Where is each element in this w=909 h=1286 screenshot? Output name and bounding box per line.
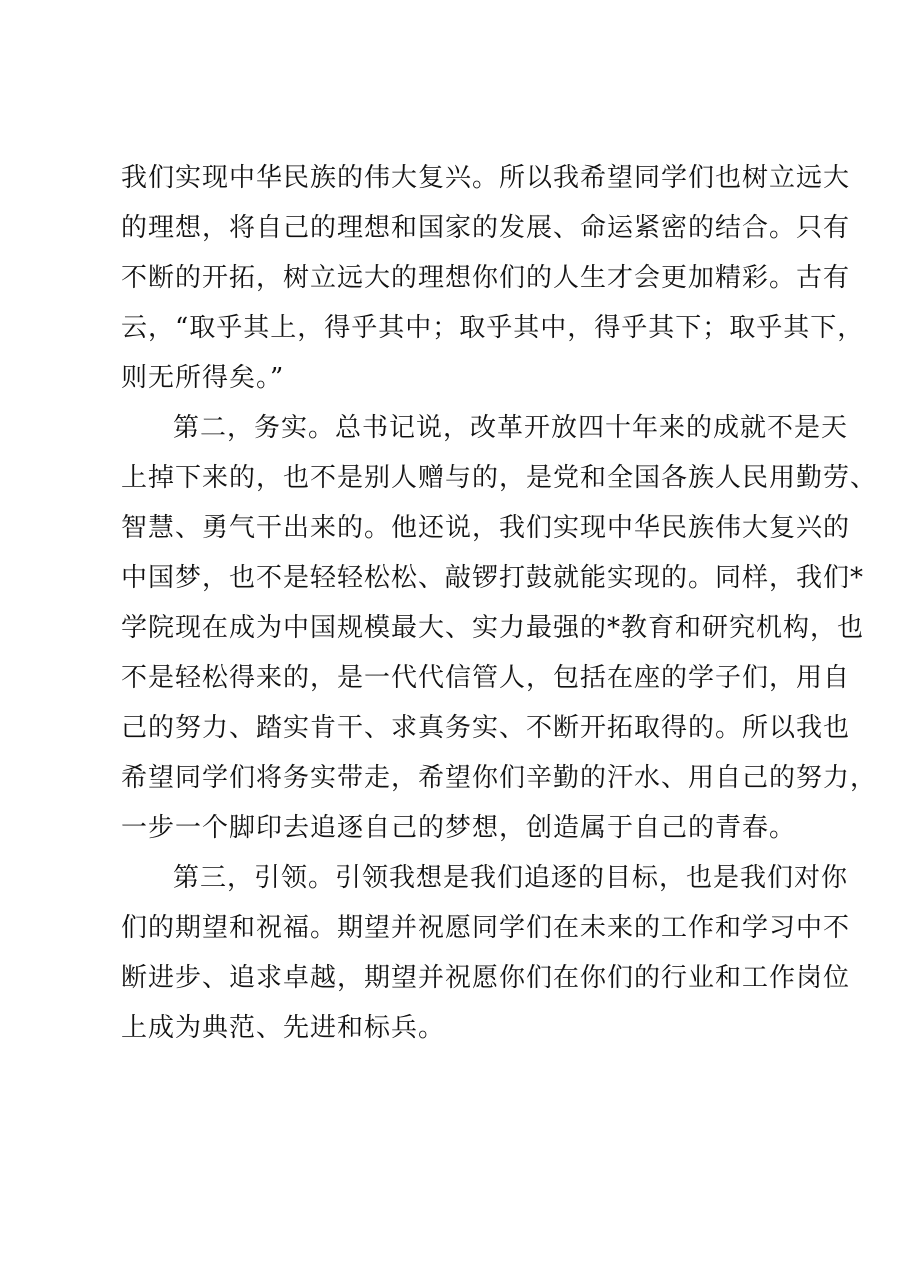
- paragraph-line: 上掉下来的，也不是别人赠与的，是党和全国各族人民用勤劳、: [121, 463, 878, 493]
- paragraph-line: 我们实现中华民族的伟大复兴。所以我希望同学们也树立远大: [121, 163, 851, 193]
- paragraph-line: 中国梦，也不是轻轻松松、敲锣打鼓就能实现的。同样，我们*: [121, 563, 865, 593]
- paragraph-line: 己的努力、踏实肯干、求真务实、不断开拓取得的。所以我也: [121, 713, 851, 743]
- paragraph-line: 第二，务实。总书记说，改革开放四十年来的成就不是天: [173, 413, 849, 443]
- paragraph-line: 学院现在成为中国规模最大、实力最强的*教育和研究机构，也: [121, 613, 865, 643]
- paragraph-line: 智慧、勇气干出来的。他还说，我们实现中华民族伟大复兴的: [121, 513, 851, 543]
- paragraph-line: 不断的开拓，树立远大的理想你们的人生才会更加精彩。古有: [121, 263, 851, 293]
- paragraph-line: 们的期望和祝福。期望并祝愿同学们在未来的工作和学习中不: [121, 913, 851, 943]
- paragraph-line: 云，“取乎其上，得乎其中；取乎其中，得乎其下；取乎其下，: [121, 313, 865, 343]
- paragraph-line: 上成为典范、先进和标兵。: [121, 1013, 446, 1043]
- paragraph-line: 一步一个脚印去追逐自己的梦想，创造属于自己的青春。: [121, 813, 797, 843]
- paragraph-line: 的理想，将自己的理想和国家的发展、命运紧密的结合。只有: [121, 213, 851, 243]
- paragraph-line: 希望同学们将务实带走，希望你们辛勤的汗水、用自己的努力，: [121, 763, 878, 793]
- paragraph-line: 断进步、追求卓越，期望并祝愿你们在你们的行业和工作岗位: [121, 963, 851, 993]
- paragraph-line: 第三，引领。引领我想是我们追逐的目标，也是我们对你: [173, 863, 849, 893]
- paragraph-line: 则无所得矣。”: [121, 363, 285, 393]
- paragraph-line: 不是轻松得来的，是一代代信管人，包括在座的学子们，用自: [121, 663, 851, 693]
